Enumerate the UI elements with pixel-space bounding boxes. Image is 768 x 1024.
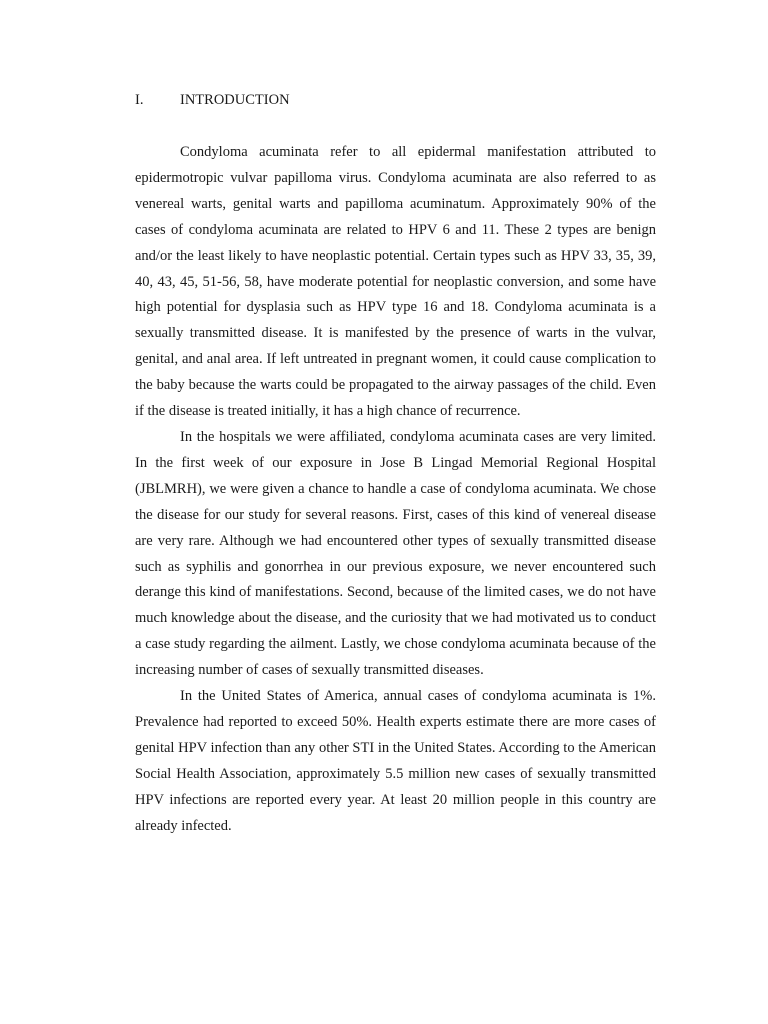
- section-number: I.: [135, 92, 144, 108]
- paragraph-rationale: In the hospitals we were affiliated, condyloma acuminata cases are very limited. In the first week of our exposure in Jose B Lingad Memorial Regional Hospital (JBLMRH), we were given a chance to handle a case of condyloma acuminata. We chose the disease for our study for several reasons. First, cases of this kind of venereal disease are very rare. Although we had encountered other types of sexually transmitted disease such as syphilis and gonorrhea in our previous exposure, we never encountered such derange this kind of manifestations. Second, because of the limited cases, we do not have much knowledge about the disease, and the curiosity that we had motivated us to conduct a case study regarding the ailment. Lastly, we chose condyloma acuminata because of the increasing number of cases of sexually transmitted diseases.: [135, 428, 656, 679]
- section-title: INTRODUCTION: [180, 92, 290, 108]
- body-text: [135, 140, 656, 839]
- section-heading: [135, 90, 290, 110]
- paragraph-statistics: In the United States of America, annual cases of condyloma acuminata is 1%. Prevalence had reported to exceed 50%. Health experts estimate there are more cases of genital HPV infection than any other STI in the United States. According to the American Social Health Association, approximately 5.5 million new cases of sexually transmitted HPV infections are reported every year. At least 20 million people in this country are already infected.: [135, 688, 656, 834]
- paragraph-definition: Condyloma acuminata refer to all epidermal manifestation attributed to epidermotropic vulvar papilloma virus. Condyloma acuminata are also referred to as venereal warts, genital warts and papilloma acuminatum. Approximately 90% of the cases of condyloma acuminata are related to HPV 6 and 11. These 2 types are benign and/or the least likely to have neoplastic potential. Certain types such as HPV 33, 35, 39, 40, 43, 45, 51-56, 58, have moderate potential for neoplastic conversion, and some have high potential for dysplasia such as HPV type 16 and 18. Condyloma acuminata is a sexually transmitted disease. It is manifested by the presence of warts in the vulvar, genital, and anal area. If left untreated in pregnant women, it could cause complication to the baby because the warts could be propagated to the airway passages of the child. Even if the disease is treated initially, it has a high chance of recurrence.: [135, 144, 656, 420]
